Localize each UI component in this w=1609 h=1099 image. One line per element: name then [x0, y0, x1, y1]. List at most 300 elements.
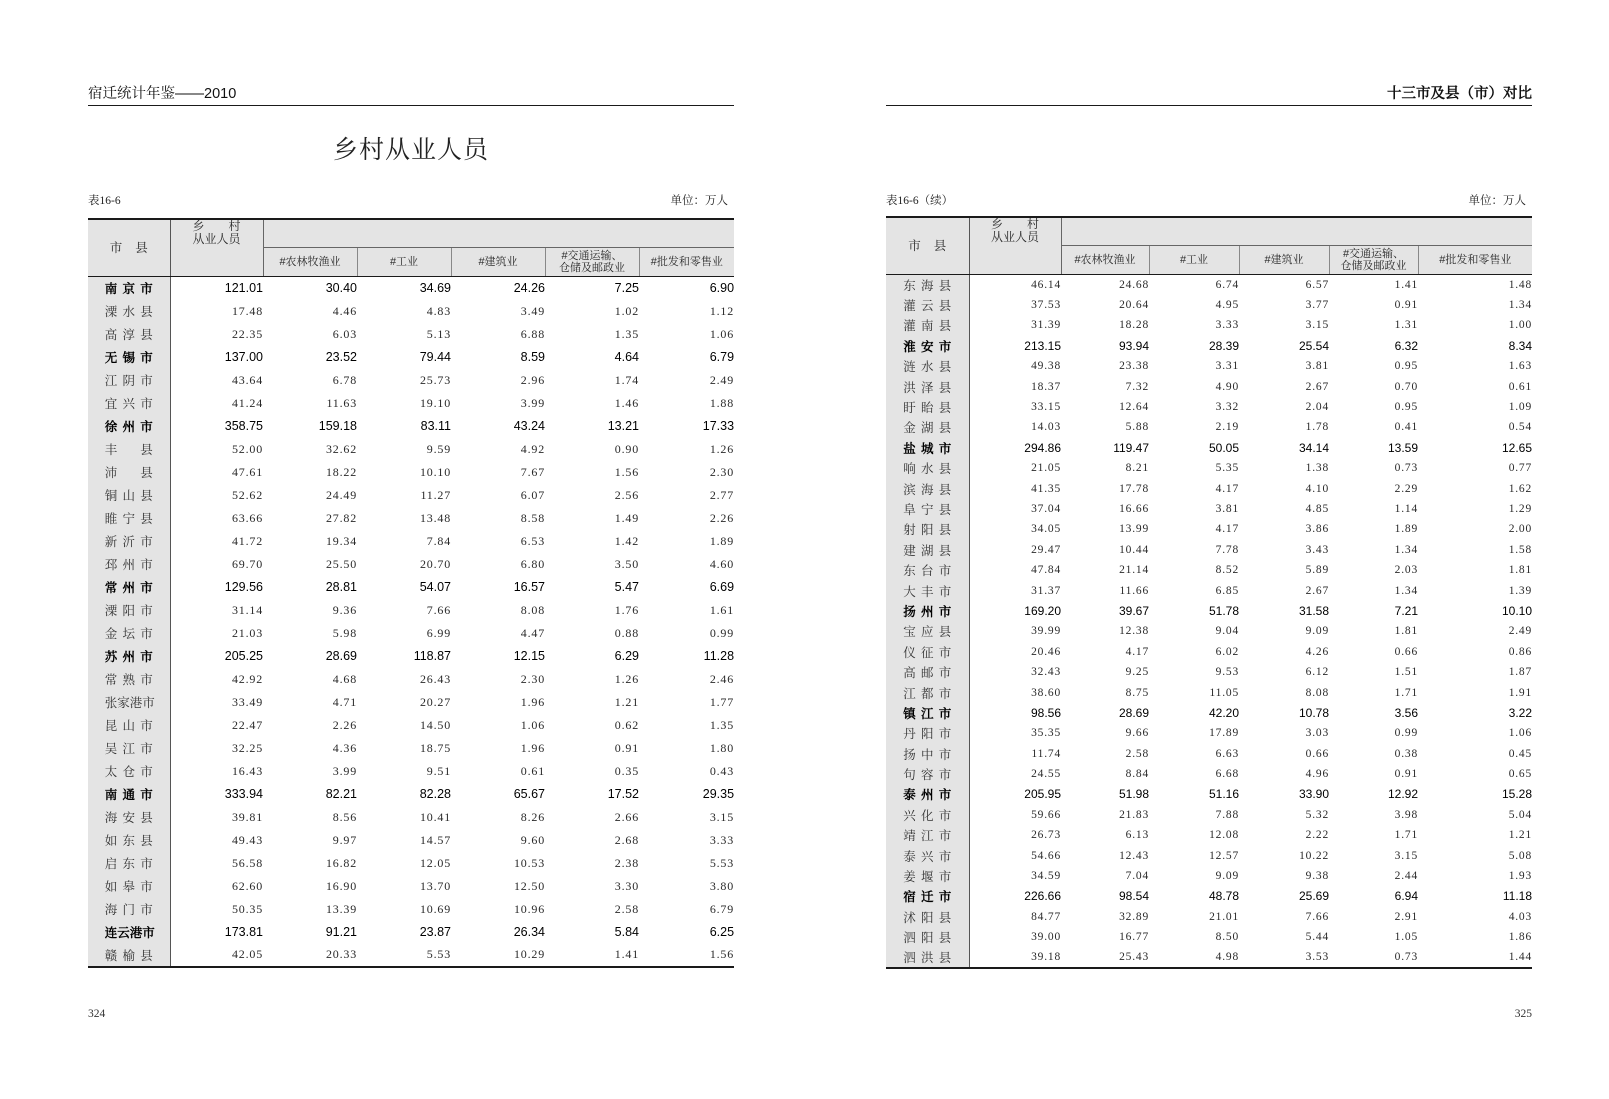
- glyph: 县: [140, 512, 153, 526]
- table-row: [886, 295, 1532, 315]
- agriculture-value: 13.99: [1119, 523, 1149, 536]
- table-row: [88, 944, 734, 967]
- region-name: [903, 948, 951, 966]
- wholesale-retail-value: 0.77: [1508, 462, 1533, 475]
- region-name: [105, 808, 153, 826]
- glyph: 征: [920, 645, 934, 660]
- construction-value: 8.59: [520, 350, 545, 364]
- transport-value: 1.35: [614, 326, 639, 341]
- glyph: 市: [938, 339, 952, 354]
- agriculture-value: 119.47: [1113, 440, 1149, 455]
- glyph: 洪: [920, 951, 934, 966]
- transport-value: 2.38: [614, 855, 639, 870]
- agriculture-value: 7.04: [1125, 870, 1149, 883]
- table-row: [886, 682, 1532, 702]
- agriculture-value: 9.66: [1125, 727, 1149, 740]
- glyph: 港: [129, 696, 143, 710]
- construction-value: 24.26: [513, 281, 545, 296]
- glyph: 坛: [122, 627, 135, 641]
- wholesale-retail-value: 1.91: [1508, 686, 1533, 699]
- construction-value: 8.26: [520, 809, 545, 824]
- transport-value: 1.71: [1394, 686, 1418, 699]
- region-name: [105, 693, 153, 711]
- glyph: 东: [122, 857, 135, 871]
- wholesale-retail-value: 1.77: [709, 694, 735, 709]
- construction-value: 16.57: [513, 580, 545, 594]
- glyph: 高: [903, 666, 916, 681]
- glyph: 吴: [104, 742, 118, 756]
- wholesale-retail-value: 1.35: [709, 717, 735, 732]
- rural-employed-value: 52.62: [232, 487, 263, 502]
- agriculture-header: #农林牧渔业: [263, 248, 357, 277]
- glyph: 泰: [903, 849, 916, 864]
- construction-value: 6.57: [1305, 278, 1329, 291]
- glyph: 港: [129, 926, 143, 940]
- region-name: [105, 647, 153, 665]
- glyph: 水: [920, 360, 934, 375]
- rural-employed-value: 333.94: [224, 787, 263, 801]
- region-name: [903, 459, 951, 477]
- region-name-cell: [88, 277, 170, 300]
- industry-value: 9.09: [1215, 870, 1239, 883]
- glyph: 如: [104, 880, 118, 894]
- table-row: [88, 599, 734, 622]
- region-name-cell: [88, 737, 170, 760]
- construction-value: 9.38: [1305, 870, 1329, 883]
- glyph: 睢: [104, 512, 118, 526]
- glyph: 扬: [903, 604, 916, 619]
- rural-employed-value: 47.61: [232, 464, 263, 479]
- region-name: [903, 357, 951, 375]
- wholesale-retail-value: 1.61: [709, 602, 735, 617]
- running-header-left: 宿迁统计年鉴——2010: [88, 86, 237, 102]
- industry-value: 8.52: [1215, 564, 1239, 577]
- glyph: 靖: [903, 829, 916, 844]
- transport-value: 0.38: [1394, 747, 1418, 760]
- region-name-cell: [886, 947, 969, 967]
- transport-value: 5.84: [614, 925, 639, 939]
- transport-header-line2: 仓储及邮政业: [559, 262, 625, 274]
- glyph: 东: [903, 564, 916, 579]
- glyph: 市: [938, 645, 952, 660]
- construction-value: 4.85: [1305, 502, 1329, 515]
- glyph: 乡: [991, 217, 1004, 232]
- table-row: [886, 560, 1532, 580]
- rural-employed-value: 69.70: [232, 556, 263, 571]
- wholesale-retail-value: 8.34: [1508, 338, 1533, 353]
- glyph: 仪: [903, 645, 916, 660]
- table-row: [88, 921, 734, 944]
- glyph: 市: [938, 870, 952, 885]
- wholesale-retail-value: 3.80: [709, 878, 735, 893]
- glyph: 灌: [903, 299, 916, 314]
- table-row: [886, 642, 1532, 662]
- region-name: [105, 279, 153, 297]
- glyph: 市: [938, 604, 952, 619]
- wholesale-retail-value: 1.63: [1508, 360, 1533, 373]
- glyph: 海: [104, 903, 118, 917]
- table-row: [886, 458, 1532, 478]
- region-name: [903, 643, 951, 661]
- region-name: [903, 520, 951, 538]
- wholesale-retail-value: 11.28: [703, 649, 735, 663]
- industry-value: 13.48: [420, 510, 451, 525]
- region-name: [903, 561, 951, 579]
- table-row: [88, 898, 734, 921]
- glyph: 太: [104, 765, 118, 779]
- table-row: [88, 829, 734, 852]
- agriculture-value: 12.43: [1119, 849, 1149, 862]
- construction-value: 3.43: [1305, 543, 1329, 556]
- transport-value: 0.91: [1394, 299, 1418, 312]
- wholesale-retail-value: 1.06: [1508, 727, 1533, 740]
- agriculture-value: 2.58: [1125, 747, 1149, 760]
- glyph: 市: [140, 857, 153, 871]
- construction-value: 3.86: [1305, 523, 1329, 536]
- region-name: [903, 622, 951, 640]
- industry-value: 21.01: [1209, 910, 1239, 923]
- glyph: 常: [104, 581, 118, 595]
- rural-employed-value: 137.00: [224, 350, 263, 364]
- rural-employed-value: 37.04: [1031, 502, 1061, 515]
- glyph: 赣: [104, 948, 118, 963]
- glyph: 金: [903, 421, 916, 436]
- table-row: [88, 852, 734, 875]
- wholesale-retail-value: 1.81: [1508, 564, 1533, 577]
- industry-value: 6.99: [426, 625, 451, 640]
- industry-value: 10.10: [420, 464, 451, 479]
- region-name-cell: [886, 784, 969, 804]
- glyph: 张: [104, 696, 118, 710]
- region-name-cell: [88, 668, 170, 691]
- glyph: 市: [938, 808, 952, 823]
- glyph: 县: [140, 811, 153, 825]
- wholesale-retail-value: 1.56: [709, 947, 735, 961]
- glyph: 县: [140, 948, 153, 963]
- region-name: [903, 928, 951, 946]
- table-row: [88, 277, 734, 300]
- region-name-cell: [88, 484, 170, 507]
- rural-employed-value: 205.95: [1024, 787, 1061, 802]
- transport-value: 2.44: [1394, 870, 1418, 883]
- agriculture-value: 4.68: [332, 671, 357, 686]
- industry-value: 4.98: [1215, 951, 1239, 964]
- table-row: [88, 806, 734, 829]
- table-row: [886, 417, 1532, 437]
- construction-value: 34.14: [1298, 440, 1329, 455]
- region-name: [105, 624, 153, 642]
- glyph: 县: [933, 239, 947, 254]
- glyph: 市: [140, 374, 153, 388]
- agriculture-value: 10.44: [1119, 543, 1149, 556]
- construction-value: 10.53: [514, 855, 545, 870]
- transport-value: 0.35: [614, 763, 639, 778]
- table-body-left: [88, 277, 734, 967]
- region-name: [903, 296, 951, 314]
- construction-value: 4.10: [1305, 482, 1329, 495]
- glyph: 市: [140, 788, 153, 802]
- glyph: 县: [140, 489, 153, 503]
- glyph: 州: [122, 420, 135, 434]
- wholesale-retail-value: 4.60: [709, 556, 735, 571]
- industry-value: 12.05: [420, 855, 451, 870]
- glyph: 无: [104, 351, 118, 365]
- running-header-right: 十三市及县（市）对比: [1387, 86, 1532, 102]
- construction-value: 3.81: [1305, 360, 1329, 373]
- glyph: 市: [140, 627, 153, 641]
- industry-value: 25.73: [420, 372, 451, 387]
- region-name-cell: [886, 642, 969, 662]
- transport-value: 6.94: [1394, 889, 1418, 904]
- rural-employed-value: 294.86: [1024, 440, 1061, 455]
- region-name-cell: [88, 944, 170, 967]
- region-name: [105, 670, 153, 688]
- agriculture-value: 25.50: [326, 556, 357, 571]
- industry-value: 19.10: [420, 395, 451, 410]
- region-name-cell: [88, 875, 170, 898]
- glyph: 市: [140, 880, 153, 894]
- transport-value: 0.90: [614, 441, 639, 456]
- glyph: 市: [140, 673, 153, 687]
- region-name: [903, 785, 951, 803]
- table-row: [88, 622, 734, 645]
- glyph: 皋: [122, 880, 135, 894]
- transport-value: 2.03: [1394, 564, 1418, 577]
- region-name: [903, 541, 951, 559]
- industry-value: 7.66: [426, 602, 451, 617]
- wholesale-retail-value: 1.48: [1508, 278, 1533, 291]
- industry-header: #工业: [357, 248, 451, 277]
- region-name: [903, 847, 951, 865]
- rural-employed-header: [969, 217, 1061, 275]
- glyph: 市: [140, 397, 153, 411]
- glyph: 门: [122, 903, 135, 917]
- glyph: 市: [938, 788, 952, 803]
- transport-value: 3.98: [1394, 808, 1418, 821]
- rural-employed-value: 29.47: [1031, 543, 1061, 556]
- agriculture-value: 4.36: [332, 740, 357, 755]
- construction-value: 6.80: [520, 556, 545, 571]
- rural-employed-value: 213.15: [1024, 338, 1061, 353]
- construction-value: 1.96: [520, 740, 545, 755]
- glyph: 江: [104, 374, 118, 388]
- agriculture-value: 4.46: [332, 303, 357, 318]
- region-name-cell: [886, 376, 969, 396]
- transport-value: 2.66: [614, 809, 639, 824]
- glyph: 镇: [903, 706, 916, 721]
- industry-value: 8.50: [1215, 931, 1239, 944]
- glyph: 淮: [903, 339, 916, 354]
- rural-employed-value: 11.74: [1031, 747, 1061, 760]
- construction-value: 25.54: [1298, 338, 1329, 353]
- construction-value: 0.61: [520, 763, 545, 778]
- region-name-cell: [886, 886, 969, 906]
- region-name-cell: [88, 553, 170, 576]
- rural-employed-value: 39.81: [232, 809, 263, 824]
- region-name: [903, 765, 951, 783]
- glyph: 南: [104, 282, 118, 297]
- rural-employed-value: 31.37: [1031, 584, 1061, 597]
- wholesale-retail-value: 1.80: [709, 740, 735, 755]
- industry-value: 9.51: [426, 763, 451, 778]
- glyph: 市: [140, 420, 153, 434]
- construction-value: 43.24: [513, 419, 545, 433]
- wholesale-retail-value: 3.15: [709, 809, 735, 824]
- transport-value: 1.49: [614, 510, 639, 525]
- wholesale-retail-value: 1.29: [1508, 502, 1533, 515]
- agriculture-value: 11.63: [326, 395, 357, 410]
- transport-value: 2.58: [614, 901, 639, 916]
- region-name: [903, 439, 951, 457]
- glyph: 市: [938, 564, 952, 579]
- industry-value: 9.53: [1215, 666, 1239, 679]
- glyph: 县: [140, 328, 153, 342]
- industry-value: 3.33: [1215, 319, 1239, 332]
- wholesale-retail-value: 2.49: [709, 372, 735, 387]
- industry-value: 6.85: [1215, 584, 1239, 597]
- agriculture-value: 6.03: [332, 326, 357, 341]
- industry-header: #工业: [1149, 246, 1239, 275]
- region-name: [105, 831, 153, 849]
- region-name: [105, 348, 153, 366]
- transport-value: 0.95: [1394, 360, 1418, 373]
- agriculture-value: 24.49: [326, 487, 357, 502]
- transport-value: 0.70: [1394, 380, 1418, 393]
- glyph: 阳: [122, 604, 135, 618]
- glyph: 溧: [104, 305, 118, 319]
- wholesale-retail-value: 0.65: [1508, 768, 1533, 781]
- transport-value: 0.91: [614, 740, 639, 755]
- agriculture-value: 9.25: [1125, 666, 1149, 679]
- region-name: [903, 378, 951, 396]
- construction-value: 26.34: [513, 925, 545, 939]
- table-row: [886, 580, 1532, 600]
- transport-value: 0.66: [1394, 645, 1418, 658]
- glyph: 邳: [104, 558, 118, 572]
- glyph: 如: [104, 834, 118, 848]
- rural-employed-value: 26.73: [1031, 829, 1061, 842]
- agriculture-value: 8.21: [1125, 462, 1149, 475]
- region-name: [105, 532, 153, 550]
- transport-value: 3.15: [1394, 849, 1418, 862]
- table-row: [886, 845, 1532, 865]
- glyph: 市: [142, 926, 155, 940]
- table-number-left: 表16-6: [88, 195, 121, 207]
- region-name: [903, 684, 951, 702]
- glyph: 苏: [104, 650, 118, 664]
- transport-value: 1.21: [614, 694, 639, 709]
- construction-value: 9.09: [1305, 625, 1329, 638]
- industry-value: 48.78: [1208, 889, 1239, 904]
- wholesale-retail-value: 1.06: [709, 326, 735, 341]
- glyph: 江: [920, 829, 934, 844]
- rural-employed-value: 24.55: [1031, 768, 1061, 781]
- glyph: 市: [140, 719, 153, 733]
- region-name: [105, 762, 153, 780]
- transport-value: 1.41: [1394, 278, 1418, 291]
- construction-value: 5.44: [1305, 931, 1329, 944]
- region-name-cell: [886, 499, 969, 519]
- industry-value: 7.88: [1215, 808, 1239, 821]
- region-name-cell: [88, 852, 170, 875]
- table-row: [88, 645, 734, 668]
- glyph: 南: [920, 319, 934, 334]
- industry-value: 12.57: [1209, 849, 1239, 862]
- rural-employed-header-line2: 从业人员: [990, 230, 1039, 245]
- glyph: 新: [104, 535, 118, 549]
- glyph: 阳: [920, 931, 934, 946]
- wholesale-retail-value: 0.99: [709, 625, 735, 640]
- glyph: 县: [938, 482, 952, 497]
- table-row: [886, 703, 1532, 723]
- glyph: 京: [122, 282, 135, 297]
- wholesale-retail-value: 1.34: [1508, 299, 1533, 312]
- transport-header-line2: 仓储及邮政业: [1340, 260, 1407, 272]
- transport-value: 1.34: [1394, 543, 1418, 556]
- transport-value: 0.88: [614, 625, 639, 640]
- industry-value: 42.20: [1208, 705, 1239, 720]
- glyph: 化: [920, 808, 934, 823]
- glyph: 台: [920, 564, 934, 579]
- wholesale-retail-value: 3.33: [709, 832, 735, 847]
- region-name: [105, 486, 153, 504]
- glyph: 启: [104, 857, 118, 871]
- wholesale-retail-value: 0.43: [709, 763, 735, 778]
- transport-value: 1.71: [1394, 829, 1418, 842]
- construction-value: 4.92: [520, 441, 545, 456]
- table-row: [886, 927, 1532, 947]
- agriculture-value: 25.43: [1119, 951, 1149, 964]
- region-name: [903, 887, 951, 905]
- glyph: 市: [140, 282, 153, 297]
- glyph: 沛: [104, 466, 118, 480]
- table-row: [886, 275, 1532, 295]
- region-name-cell: [88, 346, 170, 369]
- rural-employed-value: 38.60: [1031, 686, 1061, 699]
- transport-value: 0.91: [1394, 768, 1418, 781]
- region-name-cell: [886, 580, 969, 600]
- region-name: [903, 724, 951, 742]
- region-name: [105, 417, 153, 435]
- construction-value: 5.89: [1305, 564, 1329, 577]
- region-name: [903, 398, 951, 416]
- agriculture-value: 6.78: [332, 372, 357, 387]
- glyph: 连: [104, 926, 118, 940]
- construction-value: 2.96: [520, 372, 545, 387]
- wholesale-retail-value: 6.25: [709, 925, 735, 939]
- industry-value: 26.43: [420, 671, 451, 686]
- region-name-cell: [88, 806, 170, 829]
- glyph: 容: [920, 768, 934, 783]
- rural-employed-value: 37.53: [1031, 299, 1061, 312]
- industry-value: 54.07: [419, 580, 451, 594]
- rural-employed-value: 41.72: [232, 533, 263, 548]
- transport-value: 5.47: [614, 580, 639, 594]
- rural-employed-value: 31.14: [232, 602, 263, 617]
- agriculture-value: 21.14: [1119, 564, 1149, 577]
- wholesale-retail-value: 1.21: [1508, 829, 1533, 842]
- industry-value: 18.75: [420, 740, 451, 755]
- region-name-cell: [886, 315, 969, 335]
- transport-value: 1.26: [614, 671, 639, 686]
- construction-value: 2.67: [1305, 584, 1329, 597]
- agriculture-value: 28.69: [1118, 705, 1149, 720]
- glyph: 市: [938, 727, 952, 742]
- transport-value: 1.42: [614, 533, 639, 548]
- region-name: [105, 601, 153, 619]
- construction-value: 7.67: [520, 464, 545, 479]
- industry-value: 17.89: [1209, 727, 1239, 740]
